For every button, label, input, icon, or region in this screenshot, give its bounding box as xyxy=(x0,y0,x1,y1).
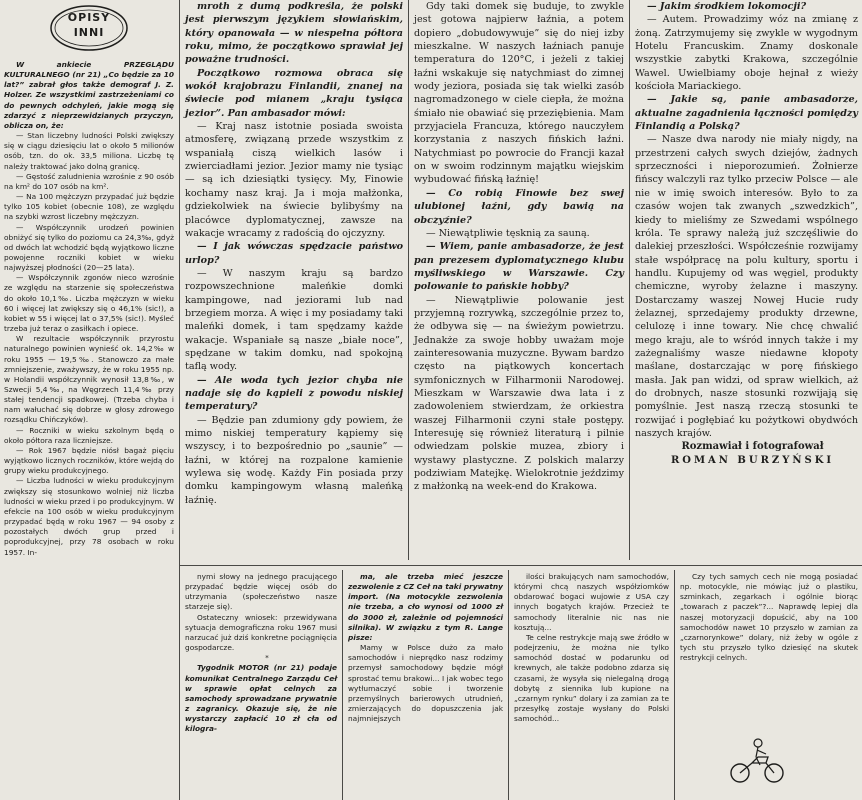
paragraph: nymi słowy na jednego pracującego przypadać będzie więcej osób do utrzymania (społeczeństwo nasze starzeje się). xyxy=(185,572,337,612)
column-statistics xyxy=(0,0,178,800)
paragraph: — Będzie pan zdumiony gdy powiem, że mimo niskiej temperatury kąpiemy się wszyscy, i to bezpośrednio po „saunie” — łaźni, w której na rozpalone kamienie wylewa się wodę. Każdy Fin posiada przy domku kampingowym własną maleńką łaźnię. xyxy=(185,414,403,506)
column-interview-2 xyxy=(410,0,628,562)
paragraph: — Roczniki w wieku szkolnym będą o około półtora raza liczniejsze. xyxy=(4,425,174,445)
credit-line: Rozmawiał i fotografował xyxy=(681,441,824,453)
paragraph: Czy tych samych cech nie mogą posiadać np. motocykle, nie mówiąc już o plastiku, szminkach, zegarkach i ogólnie biorąc „towarach z paczek”?... Naprawdę lepiej dla naszej motoryzacji dopuścić, aby na 100 samochodów nawet 10 przyszło w zamian za „czarnorynkowe” dolary, niż żeby w ogóle z tych stu przyszło tylko dziesięć na skutek restrykcji celnych. xyxy=(680,572,858,663)
motorcycle-rider-icon xyxy=(728,735,788,785)
paragraph: Te celne restrykcje mają swe źródło w podejrzeniu, że można nie tylko samochód dostać w podarunku od krewnych, ale także podobno zdarza się czasami, że wysyła się nielegalną drogą dobytę z siennika lub kupione na „czarnym rynku” dolary i za zamian za te przesyłkę zostaje wysłany do Polski samochód... xyxy=(514,632,669,724)
paragraph: Początkowo rozmowa obraca się wokół krajobrazu Finlandii, znanej na świecie pod mianem „kraju tysiąca jezior”. Pan ambasador mówi: xyxy=(185,67,403,119)
divider-horizontal xyxy=(180,565,862,566)
paragraph: — Współczynnik urodzeń powinien obniżyć się tylko do poziomu ca 24,3‰, gdyż od dwóch lat wchodzić będą wyjątkowo liczne powojenne roczniki kobiet w wieku najwyższej płodności (20—25 lata). xyxy=(4,222,174,273)
paragraph: — Wiem, panie ambasadorze, że jest pan prezesem dyplomatycznego klubu myśliwskiego w Warszawie. Czy polowanie to pańskie hobby? xyxy=(414,241,624,293)
paragraph: — Nasze dwa narody nie miały nigdy, na przestrzeni całych swych dziejów, żadnych sprzeczności i nieporozumień. Żołnierze fińscy walczyli raz tylko przeciw Polsce — ale nie w imię swoich interesów. Było to za czasów wojen tak zwanych „szwedzkich”, kiedy to mieliśmy ze Szwedami wspólnego króla. Te sprawy należą już szczęśliwie do dalekiej przeszłości. Współcześnie rozwijamy stałe współpracę na polu kultury, sportu i handlu. Kupujemy od was węgiel, produkty chemiczne, wyroby żelazne i maszyny. Dostarczamy waszej Nowej Hucie rudy żelaznej, sprzedajemy produkty drzewne, celulozę i inne towary. Nie chcę chwalić mego kraju, ale to wśród innych także i my zażegnaliśmy wasze niedawne kłopoty maślane, dostarczając w porę fińskiego masła. Jak pan widzi, od spraw wielkich, aż do drobnych, nasze stosunki rozwijają się pomyślnie. Jest naszą rzeczą stosunki te rozwijać i pogłębiać ku pożytkowi obydwóch naszych krajów. xyxy=(635,134,858,439)
column-motor-2 xyxy=(344,572,507,800)
paragraph: W ankiecie PRZEGLĄDU KULTURALNEGO (nr 21) „Co będzie za 10 lat?” zabrał głos także demograf J. Z. Holzer. Ze wszystkimi zastrzeżeniami co do pewnych odchyleń, jakie mogą się zdarzyć z nieprzewidzianych przyczyn, obliczа on, że: xyxy=(4,60,174,130)
paragraph: — Gęstość zaludnienia wzrośnie z 90 osób na km² do 107 osób na km². xyxy=(4,171,174,191)
divider xyxy=(674,570,675,800)
column-logo xyxy=(49,4,129,52)
paragraph: — Liczba ludności w wieku produkcyjnym zwiększy się stosunkowo wolniej niż liczba ludności w wieku przed i po produkcyjnym. W efekcie na 100 osób w wieku produkcyjnym przypadać będą w roku 1967 — 94 osoby z pozostałych dwóch grup przed i poprodukcyjnej, przy 78 osobach w roku 1957. In- xyxy=(4,476,174,557)
paragraph: — Ale woda tych jezior chyba nie nadaje się do kąpieli z powodu niskiej temperatury? xyxy=(185,374,403,413)
paragraph: mroth z dumą podkreśla, że polski jest pierwszym językiem słowiańskim, który opanowała — w niespełna półtora roku, mimo, że początkowo sprawiał jej poważne trudności. xyxy=(185,1,403,66)
divider xyxy=(508,570,509,800)
column-interview-1 xyxy=(181,0,407,562)
paragraph: ilości brakujących nam samochodów, którymi chcą naszych współziomków obdarować bogaci wujowie z USA czy innych bogatych krajów. Przecież te samochody literalnie nic nas nie kosztują... xyxy=(514,572,669,632)
paragraph: ma, ale trzeba mieć jeszcze zezwolenie z CZ Ceł na taki prywatny import. (Na motocykle zezwolenia nie trzeba, a cło wynosi od 1000 zł do 3000 zł, zależnie od pojemności silnika). W związku z tym R. Lange pisze: xyxy=(348,572,504,642)
divider xyxy=(629,0,630,560)
paragraph: — Niewątpliwie polowanie jest przyjemną rozrywką, szczególnie przez to, że odbywa się — na świeżym powietrzu. Jednakże za swoje hobby uważam moje zainteresowania muzyczne. Bywam bardzo często na piątkowych koncertach symfonicznych w Filharmonii Narodowej. Mieszkam w Warszawie dwa lata i z zadowoleniem stwierdzam, że orkiestra waszej Filharmonii czyni stałe postępy. Interesuję się również literaturą i pilnie odwiedzam polskie muzea, zbiory i wystawy plastyczne. Z polskich malarzy podziwiam Matejkę. Wielokrotnie jeździmy z małżonką na week-end do Krakowa. xyxy=(414,294,624,493)
paragraph: — Jakim środkiem lokomocji? xyxy=(647,1,807,12)
paragraph: * xyxy=(265,653,269,663)
column-motor-1 xyxy=(181,572,341,800)
paragraph: — Rok 1967 będzie niósł bagaż pięciu wyjątkowo licznych roczników, które wejdą do grupy wieku produkcyjnego. xyxy=(4,445,174,476)
paragraph: Gdy taki domek się buduje, to zwykle jest gotowa najpierw łaźnia, a potem dopiero „dobudowywuje” się do niej izby mieszkalne. W naszych łaźniach panuje temperatura do 120°C, i jeżeli z takiej łaźni wskakuje się natychmiast do zimnej wody jeziora, posiada się tak wielki zasób nagromadzonego w ciele ciepła, że można śmiało nie obawiać się przeziębienia. Mam przyjaciela Francuza, którego nauczyłem korzystania z naszych fińskich łaźni. Natychmiast po powrocie do Francji kazał on w swoim rodzinnym majątku wiejskim wybudować fińską łaźnię! xyxy=(414,1,624,186)
paragraph: — Na 100 mężczyzn przypadać już będzie tylko 105 kobiet (obecnie 108), ze względu na szybki wzrost liczebny mężczyzn. xyxy=(4,192,174,222)
paragraph: — Stan liczebny ludności Polski zwiększy się w ciągu dziesięciu lat o około 5 milionów osób, tzn. do ok. 33,5 miliona. Liczbę tę należy traktować jako dolną granicę. xyxy=(4,131,174,171)
column-motor-3 xyxy=(510,572,673,800)
paragraph: Tygodnik MOTOR (nr 21) podaje komunikat Centralnego Zarządu Ceł w sprawie opłat celnych za samochody sprowadzane prywatnie z zagranicy. Okazuje się, że nie wystarczy zapłacić 10 zł cła od kilogra- xyxy=(185,663,337,734)
paragraph: Mamy w Polsce dużo za mało samochodów i nieprędko nasz rodzimy przemysł samochodowy będzie mógł sprostać temu brakowi... I jak wobec tego wytłumaczyć sobie i tworzenie przemyślnych barierowych utrudnień, zmierzających do dopuszczenia jak najmniejszych xyxy=(348,643,503,724)
paragraph: — Jakie są, panie ambasadorze, aktualne zagadnienia łączności pomiędzy Finlandią a Polską? xyxy=(635,94,858,133)
paragraph: — Co robią Finowie bez swej ulubionej łaźni, gdy bawią na obczyźnie? xyxy=(414,187,624,226)
logo-line1: OPISY xyxy=(67,11,111,24)
credit-author: ROMAN BURZYŃSKI xyxy=(670,454,835,466)
divider xyxy=(342,570,343,800)
paragraph: Ostateczny wniosek: przewidywana sytuacja demograficzna roku 1967 musi narzucać już dziś konkretne pociągnięcia gospodarcze. xyxy=(185,612,337,653)
paragraph: — W naszym kraju są bardzo rozpowszechnione maleńkie domki kampingowe, nad jeziorami lub nad brzegiem morza. A więc i my posiadamy taki maleńki domek, i tam spędzamy każde wakacje. Wspaniałe są nasze „białe noce”, spędzane w takim domku, nad spokojną taflą wody. xyxy=(185,267,403,373)
paragraph: — Kraj nasz istotnie posiada swoista atmosferę, związaną przede wszystkim z wspaniałą ciszą wielkich lasów i zwierciadłami jezior. Jezior mamy nie tysiąc — są ich dziesiątki tysięcy. My, Finowie kochamy nasz kraj. Ja i moja małżonka, gdziekolwiek na świecie bylibyśmy na placówce dyplomatycznej, zawsze na wakacje wracamy z radością do ojczyzny. xyxy=(185,121,403,239)
paragraph: — I jak wówczas spędzacie państwo urlop? xyxy=(185,241,403,266)
paragraph: — Współczynnik zgonów nieco wzrośnie ze względu na starzenie się społeczeństwa do około 10,1‰. Liczba mężczyzn w wieku 60 i więcej lat zwiększy się o 46,1% (sic!), a kobiet w 55 i więcej lat o 37,5% (sic!). Myśleć trzeba już teraz o zasiłkach i opiece. xyxy=(4,273,174,334)
column-motor-4 xyxy=(676,572,862,732)
column-interview-3 xyxy=(631,0,862,562)
divider xyxy=(408,0,409,560)
column-statistics-text xyxy=(4,60,174,558)
paragraph: — Autem. Prowadzimy wóz na zmianę z żoną. Zatrzymujemy się zwykle w wygodnym Hotelu Francuskim. Znamy doskonale wszystkie zabytki Krakowa, szczególnie Wawel. Uwielbiamy obojе hejnał z wieży kościoła Mariackiego. xyxy=(635,14,858,93)
divider xyxy=(179,0,180,800)
logo-line2: INNI xyxy=(73,26,105,39)
paragraph: — Niewątpliwie tęsknią za sauną. xyxy=(426,227,590,239)
paragraph: W rezultacie współczynnik przyrostu naturalnego powinien wynieść ok. 14,2‰ w roku 1955 — 19,5‰. Stanowczo za małe zmniejszenie, zważywszy, że w roku 1955 np. w Holandii współczynnik wynosił 13,8‰, w Szwecji 5,4‰, na Węgrzech 11,4‰ przy stałej tendencji spadkowej. (Trzeba chyba i nam wałuchać się dobrze w głosy zdrowego rozsądku Chińczyków). xyxy=(4,334,174,425)
